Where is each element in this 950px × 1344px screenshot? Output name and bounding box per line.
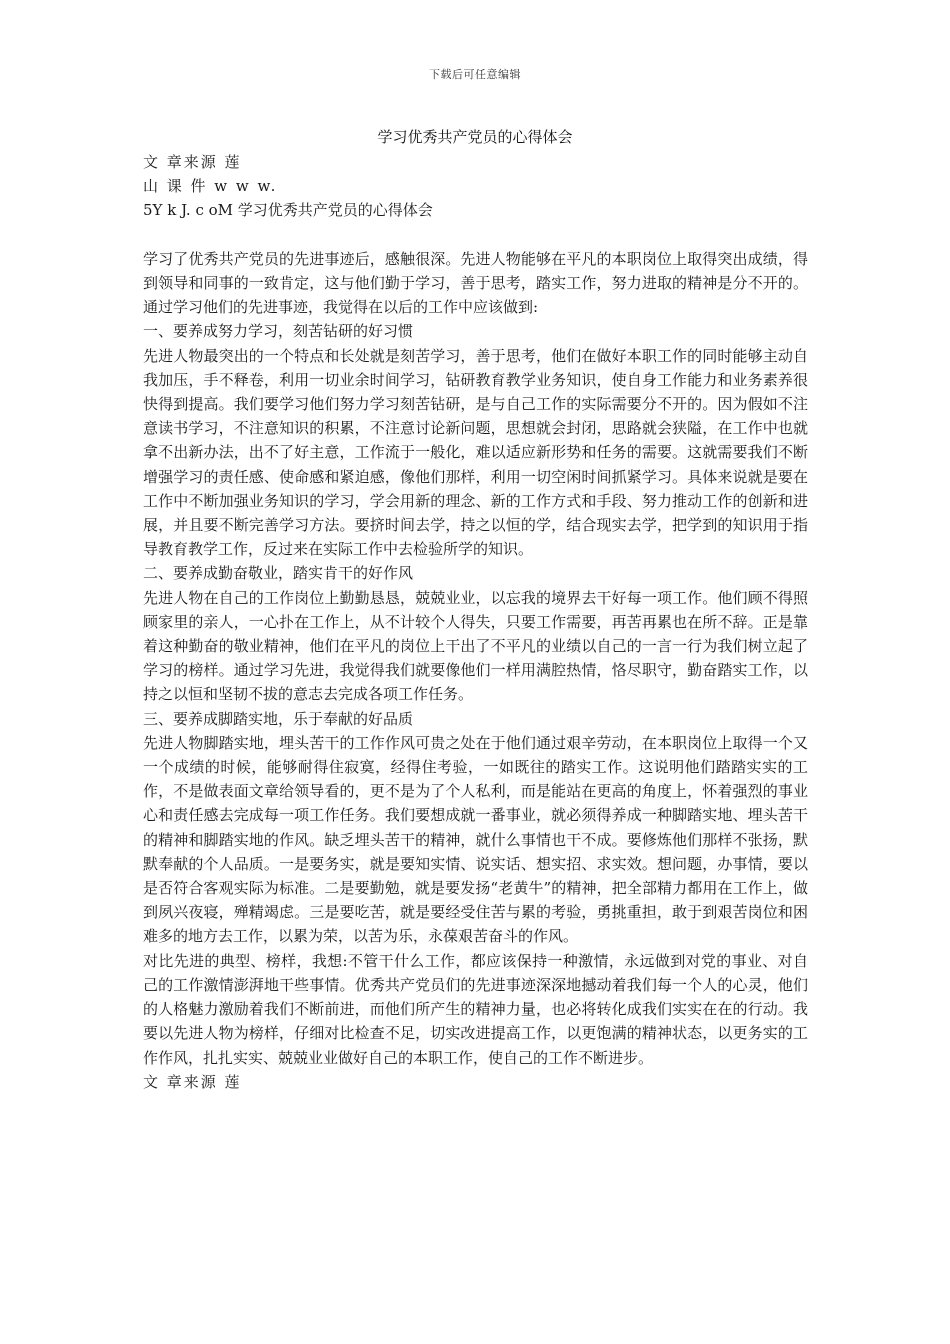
section-3-body: 先进人物脚踏实地，埋头苦干的工作作风可贵之处在于他们通过艰辛劳动，在本职岗位上取得一个又一个成绩的时候，能够耐得住寂寞，经得住考验，一如既往的踏实工作。这说明他们踏踏实实的工作，不是做表面文章给领导看的，更不是为了个人私利，而是能站在更高的角度上，怀着强烈的事业心和责任感去完成每一项工作任务。我们要想成就一番事业，就必须得养成一种脚踏实地、埋头苦干的精神和脚踏实地的作风。缺乏埋头苦干的精神，就什么事情也干不成。要修炼他们那样不张扬，默默奉献的个人品质。一是要务实，就是要知实情、说实话、想实招、求实效。想问题，办事情，要以是否符合客观实际为标准。二是要勤勉，就是要发扬“老黄牛”的精神，把全部精力都用在工作上，做到夙兴夜寝，殚精竭虑。三是要吃苦，就是要经受住苦与累的考验，勇挑重担，敢于到艰苦岗位和困难多的地方去工作，以累为荣，以苦为乐，永葆艰苦奋斗的作风。 xyxy=(143,733,808,946)
section-2-body: 先进人物在自己的工作岗位上勤勤恳恳，兢兢业业，以忘我的境界去干好每一项工作。他们顾不得照顾家里的亲人，一心扑在工作上，从不计较个人得失，只要工作需要，再苦再累也在所不辞。正是靠着这种勤奋的敬业精神，他们在平凡的岗位上干出了不平凡的业绩以自己的一言一行为我们树立起了学习的榜样。通过学习先进，我觉得我们就要像他们一样用满腔热情，恪尽职守，勤奋踏实工作，以持之以恒和坚韧不拔的意志去完成各项工作任务。 xyxy=(143,588,808,704)
intro-paragraph: 学习了优秀共产党员的先进事迹后，感触很深。先进人物能够在平凡的本职岗位上取得突出成绩，得到领导和同事的一致肯定，这与他们勤于学习，善于思考，踏实工作，努力进取的精神是分不开的。通过学习他们的先进事迹，我觉得在以后的工作中应该做到: xyxy=(143,249,808,317)
blank-line xyxy=(143,223,808,247)
source-line-1: 文 章来源 莲 xyxy=(143,153,242,171)
conclusion-paragraph: 对比先进的典型、榜样，我想:不管干什么工作，都应该保持一种激情，永远做到对党的事业、对自己的工作激情澎湃地干些事情。优秀共产党员们的先进事迹深深地撼动着我们每一个人的心灵，他们的人格魅力激励着我们不断前进，而他们所产生的精神力量，也必将转化成我们实实在在的行动。我要以先进人物为榜样，仔细对比检查不足，切实改进提高工作，以更饱满的精神状态，以更务实的工作作风，扎扎实实、兢兢业业做好自己的本职工作，使自己的工作不断进步。 xyxy=(143,951,808,1067)
document-title: 学习优秀共产党员的心得体会 xyxy=(377,128,573,146)
source-line-2: 山 课 件 w w w. xyxy=(143,177,278,196)
document-body xyxy=(143,150,808,1094)
page-header-note: 下载后可任意编辑 xyxy=(429,68,521,81)
source-footer: 文 章来源 莲 xyxy=(143,1072,242,1091)
section-3-heading: 三、要养成脚踏实地，乐于奉献的好品质 xyxy=(143,709,414,728)
section-1-heading: 一、要养成努力学习，刻苦钻研的好习惯 xyxy=(143,322,414,341)
source-line-3: 5Y k J. c oM 学习优秀共产党员的心得体会 xyxy=(143,201,433,220)
section-2-heading: 二、要养成勤奋敬业，踏实肯干的好作风 xyxy=(143,564,414,583)
section-1-body: 先进人物最突出的一个特点和长处就是刻苦学习，善于思考，他们在做好本职工作的同时能够主动自我加压，手不释卷，利用一切业余时间学习，钻研教育教学业务知识，使自身工作能力和业务素养很快得到提高。我们要学习他们努力学习刻苦钻研，是与自己工作的实际需要分不开的。因为假如不注意读书学习，不注意知识的积累，不注意讨论新问题，思想就会封闭，思路就会狭隘，在工作中也就拿不出新办法，出不了好主意，工作流于一般化，难以适应新形势和任务的需要。这就需要我们不断增强学习的责任感、使命感和紧迫感，像他们那样，利用一切空闲时间抓紧学习。具体来说就是要在工作中不断加强业务知识的学习，学会用新的理念、新的工作方式和手段、努力推动工作的创新和进展，并且要不断完善学习方法。要挤时间去学，持之以恒的学，结合现实去学，把学到的知识用于指导教育教学工作，反过来在实际工作中去检验所学的知识。 xyxy=(143,346,808,559)
